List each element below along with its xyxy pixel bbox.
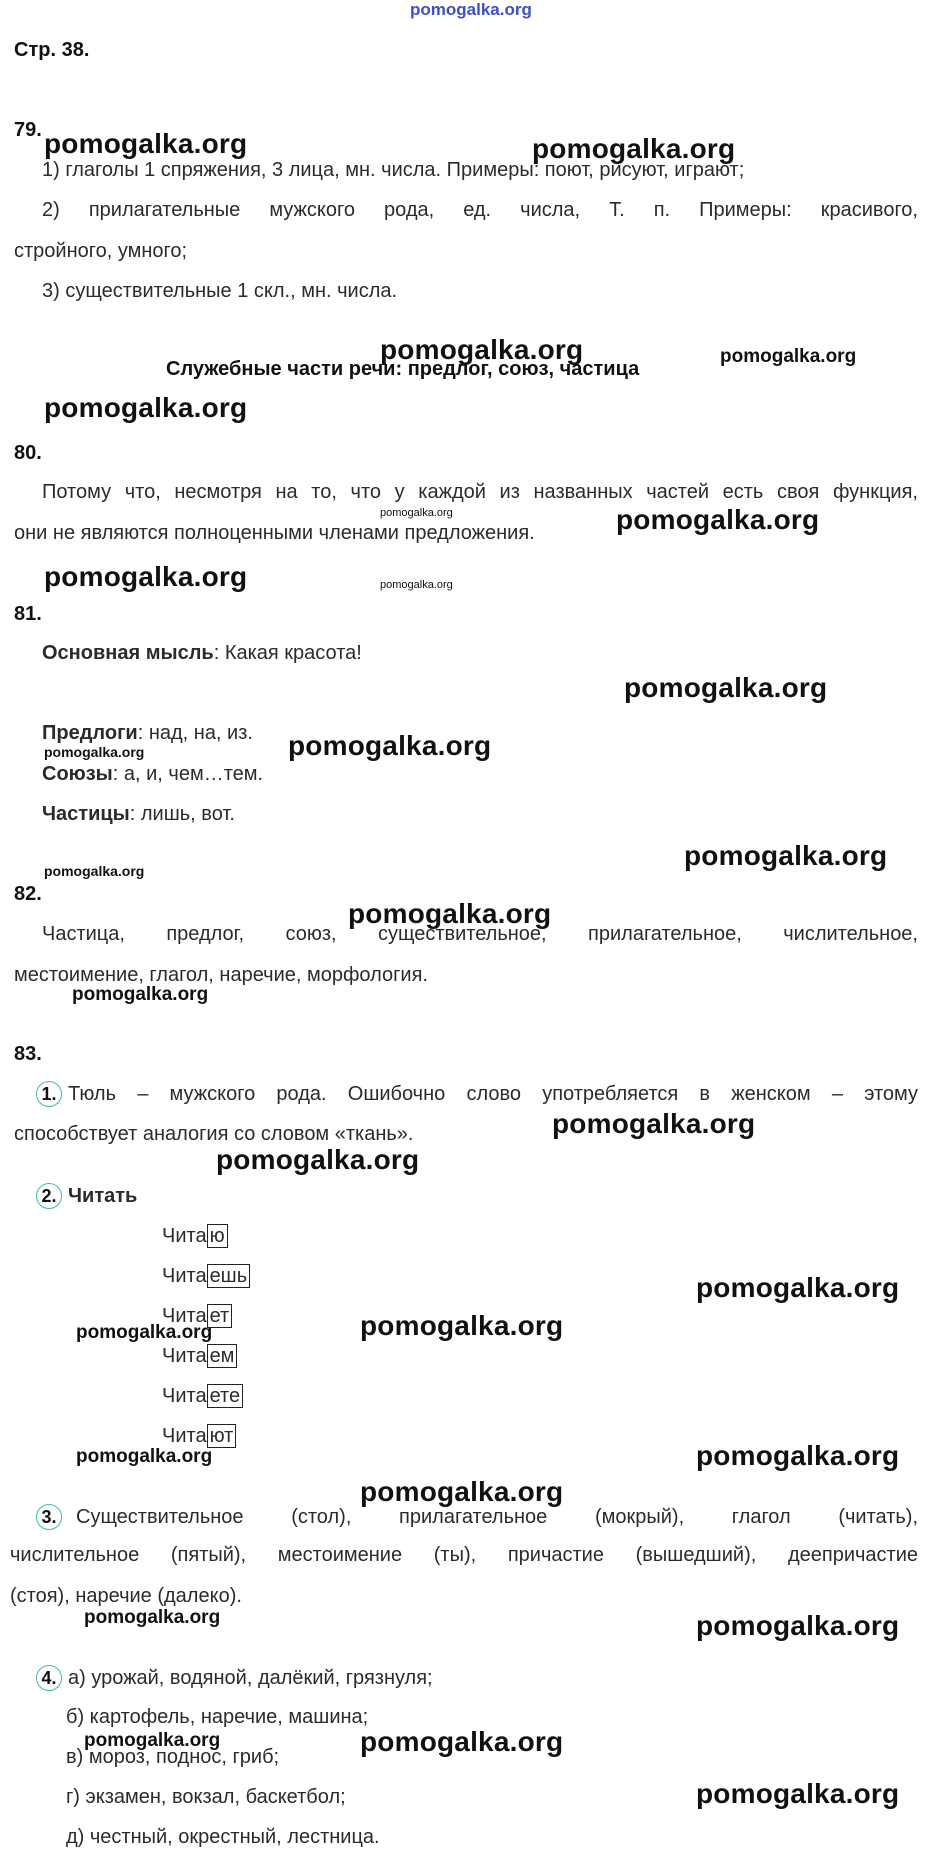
watermark: pomogalka.org	[380, 334, 584, 365]
exercise-81-number: 81.	[14, 603, 42, 625]
prepositions-label: Предлоги	[42, 722, 138, 744]
watermark: pomogalka.org	[696, 1272, 900, 1303]
prepositions-value: : над, на, из.	[137, 722, 253, 744]
particles-value: : лишь, вот.	[129, 803, 235, 825]
ex80-line2: они не являются полноценными членами предложения.	[14, 522, 535, 544]
ex83-p4-a	[36, 1665, 433, 1691]
watermark: pomogalka.org	[84, 1607, 221, 1628]
ex83-p1-line1	[36, 1081, 918, 1107]
item-1-badge: 1.	[36, 1081, 62, 1107]
particles-label: Частицы	[42, 803, 130, 825]
exercise-79-number: 79.	[14, 119, 42, 141]
ex83-p1-line2: способствует аналогия со словом «ткань».	[14, 1123, 414, 1145]
main-idea-label: Основная мысль	[42, 642, 214, 664]
ex81-prepositions	[42, 721, 253, 745]
watermark: pomogalka.org	[360, 1726, 564, 1757]
conj-row	[162, 1424, 236, 1448]
watermark: pomogalka.org	[624, 672, 828, 703]
watermark: pomogalka.org	[216, 1144, 420, 1175]
p4-a-text: а) урожай, водяной, далёкий, грязнуля;	[68, 1667, 433, 1689]
watermark: pomogalka.org	[72, 984, 209, 1005]
watermark: pomogalka.org	[684, 840, 888, 871]
item-4-badge: 4.	[36, 1665, 62, 1691]
watermark: pomogalka.org	[696, 1610, 900, 1641]
watermark: pomogalka.org	[76, 1322, 213, 1343]
ex83-p4-v: в) мороз, поднос, гриб;	[66, 1746, 280, 1768]
ex83-p4-b: б) картофель, наречие, машина;	[66, 1706, 369, 1728]
ex81-particles	[42, 802, 235, 826]
watermark: pomogalka.org	[696, 1440, 900, 1471]
conj-row	[162, 1264, 250, 1288]
watermark: pomogalka.org	[360, 1310, 564, 1341]
watermark: pomogalka.org	[44, 561, 248, 592]
ex79-line1: 1) глаголы 1 спряжения, 3 лица, мн. числа. Примеры: поют, рисуют, играют;	[42, 159, 745, 181]
item-3-badge: 3.	[36, 1504, 62, 1530]
ex82-line2: местоимение, глагол, наречие, морфология.	[14, 964, 428, 986]
watermark: pomogalka.org	[76, 1446, 213, 1467]
watermark: pomogalka.org	[380, 579, 453, 591]
watermark: pomogalka.org	[360, 1476, 564, 1507]
watermark: pomogalka.org	[616, 504, 820, 535]
watermark: pomogalka.org	[44, 744, 145, 760]
stem: Чита	[162, 1225, 207, 1247]
ex83-p3-line3: (стоя), наречие (далеко).	[10, 1585, 242, 1607]
ex82-line1: Частица, предлог, союз, существительное, прилагательное, числительное,	[42, 923, 918, 945]
watermark: pomogalka.org	[288, 730, 492, 761]
ending: ем	[207, 1344, 238, 1368]
watermark: pomogalka.org	[532, 133, 736, 164]
ending: ет	[207, 1304, 233, 1328]
page-ref: Стр. 38.	[14, 39, 90, 61]
ex83-p3-line1	[36, 1504, 918, 1530]
ex79-line2b: стройного, умного;	[14, 240, 188, 262]
watermark: pomogalka.org	[720, 346, 857, 367]
conj-row	[162, 1344, 237, 1368]
ex79-line3: 3) существительные 1 скл., мн. числа.	[42, 280, 398, 302]
ex83-p4-d: д) честный, окрестный, лестница.	[66, 1826, 380, 1848]
watermark: pomogalka.org	[380, 507, 453, 519]
ex81-conjunctions	[42, 762, 263, 786]
watermark: pomogalka.org	[696, 1778, 900, 1809]
ex81-main-idea	[42, 641, 362, 665]
watermark: pomogalka.org	[44, 392, 248, 423]
conj-row	[162, 1384, 243, 1408]
stem: Чита	[162, 1385, 207, 1407]
ending: ешь	[207, 1264, 251, 1288]
exercise-82-number: 82.	[14, 883, 42, 905]
ending: ю	[207, 1224, 228, 1248]
watermark: pomogalka.org	[348, 898, 552, 929]
ex83-p2-title	[36, 1183, 137, 1209]
ending: ют	[207, 1424, 237, 1448]
item-2-badge: 2.	[36, 1183, 62, 1209]
stem: Чита	[162, 1305, 207, 1327]
conjunctions-value: : а, и, чем…тем.	[112, 763, 264, 785]
watermark: pomogalka.org	[44, 863, 145, 879]
top-watermark[interactable]: pomogalka.org	[410, 0, 532, 19]
watermark: pomogalka.org	[44, 128, 248, 159]
ex83-p4-g: г) экзамен, вокзал, баскетбол;	[66, 1786, 346, 1808]
conj-row	[162, 1224, 228, 1248]
stem: Чита	[162, 1425, 207, 1447]
exercise-83-number: 83.	[14, 1043, 42, 1065]
p2-title-text: Читать	[68, 1185, 138, 1207]
conjunctions-label: Союзы	[42, 763, 113, 785]
section-heading: Служебные части речи: предлог, союз, частица	[166, 358, 640, 380]
exercise-80-number: 80.	[14, 442, 42, 464]
ex83-p3-line2: числительное (пятый), местоимение (ты), причастие (вышедший), деепричастие	[10, 1544, 918, 1566]
watermark: pomogalka.org	[552, 1108, 756, 1139]
ex80-line1: Потому что, несмотря на то, что у каждой из названных частей есть своя функция,	[42, 481, 918, 503]
ending: ете	[207, 1384, 244, 1408]
stem: Чита	[162, 1345, 207, 1367]
p3-line1-text: Существительное (стол), прилагательное (мокрый), глагол (читать),	[76, 1506, 918, 1528]
watermark: pomogalka.org	[84, 1730, 221, 1751]
main-idea-value: : Какая красота!	[213, 642, 362, 664]
stem: Чита	[162, 1265, 207, 1287]
ex79-line2a: 2) прилагательные мужского рода, ед. числа, Т. п. Примеры: красивого,	[42, 199, 918, 221]
p1-line1-text: Тюль – мужского рода. Ошибочно слово употребляется в женском – этому	[68, 1083, 918, 1105]
